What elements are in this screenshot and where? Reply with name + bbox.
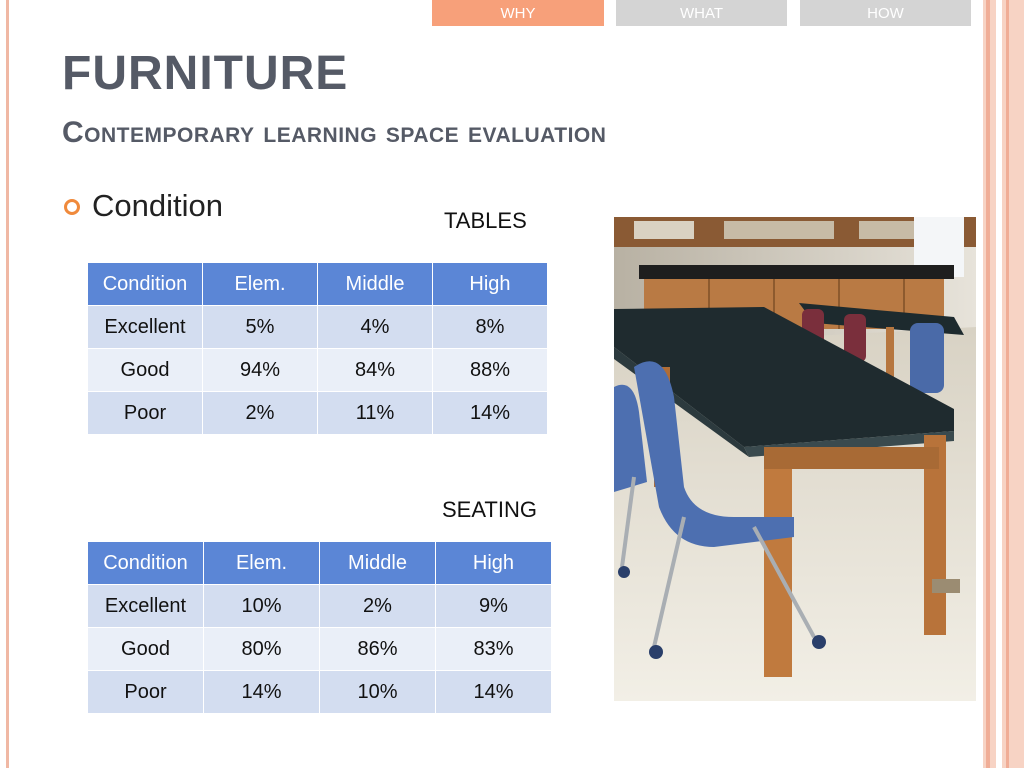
table-cell: Excellent xyxy=(88,306,203,349)
table-cell: 80% xyxy=(204,628,320,671)
table-cell: 11% xyxy=(318,392,433,435)
seating-label: SEATING xyxy=(442,497,537,522)
table-cell: 83% xyxy=(436,628,552,671)
table-cell: 14% xyxy=(204,671,320,714)
table-row xyxy=(88,349,548,392)
table-cell: Poor xyxy=(88,671,204,714)
classroom-furniture-photo xyxy=(614,217,976,701)
table-cell: 86% xyxy=(320,628,436,671)
tab-why[interactable]: WHY xyxy=(432,0,604,26)
tables-label: TABLES xyxy=(444,208,527,233)
table-header-row xyxy=(88,542,552,585)
header-cell: Elem. xyxy=(204,542,320,585)
table-row xyxy=(88,585,552,628)
table-header-row xyxy=(88,263,548,306)
table-cell: 4% xyxy=(318,306,433,349)
tables-condition-table xyxy=(87,262,548,435)
tab-how[interactable]: HOW xyxy=(800,0,971,26)
table-cell: 2% xyxy=(320,585,436,628)
bullet-circle-icon xyxy=(64,199,80,215)
table-cell: 14% xyxy=(433,392,548,435)
seating-condition-table xyxy=(87,541,552,714)
header-cell: Condition xyxy=(88,263,203,306)
table-cell: 10% xyxy=(204,585,320,628)
header-cell: High xyxy=(433,263,548,306)
table-row xyxy=(88,628,552,671)
table-cell: Good xyxy=(88,628,204,671)
left-border-line xyxy=(6,0,9,768)
table-row xyxy=(88,671,552,714)
header-cell: Middle xyxy=(320,542,436,585)
table-cell: 8% xyxy=(433,306,548,349)
table-cell: 94% xyxy=(203,349,318,392)
table-cell: 10% xyxy=(320,671,436,714)
bullet-condition: Condition xyxy=(92,188,223,223)
table-cell: Excellent xyxy=(88,585,204,628)
table-cell: 9% xyxy=(436,585,552,628)
header-cell: Middle xyxy=(318,263,433,306)
table-cell: Good xyxy=(88,349,203,392)
table-row xyxy=(88,306,548,349)
header-cell: Condition xyxy=(88,542,204,585)
table-cell: 14% xyxy=(436,671,552,714)
table-cell: 5% xyxy=(203,306,318,349)
page-subtitle: Contemporary learning space evaluation xyxy=(62,116,607,149)
table-cell: 84% xyxy=(318,349,433,392)
decorative-right-stripes xyxy=(978,0,1024,768)
table-cell: 2% xyxy=(203,392,318,435)
tab-what[interactable]: WHAT xyxy=(616,0,787,26)
header-cell: High xyxy=(436,542,552,585)
page-title: FURNITURE xyxy=(62,47,349,100)
table-cell: 88% xyxy=(433,349,548,392)
table-row xyxy=(88,392,548,435)
header-cell: Elem. xyxy=(203,263,318,306)
table-cell: Poor xyxy=(88,392,203,435)
